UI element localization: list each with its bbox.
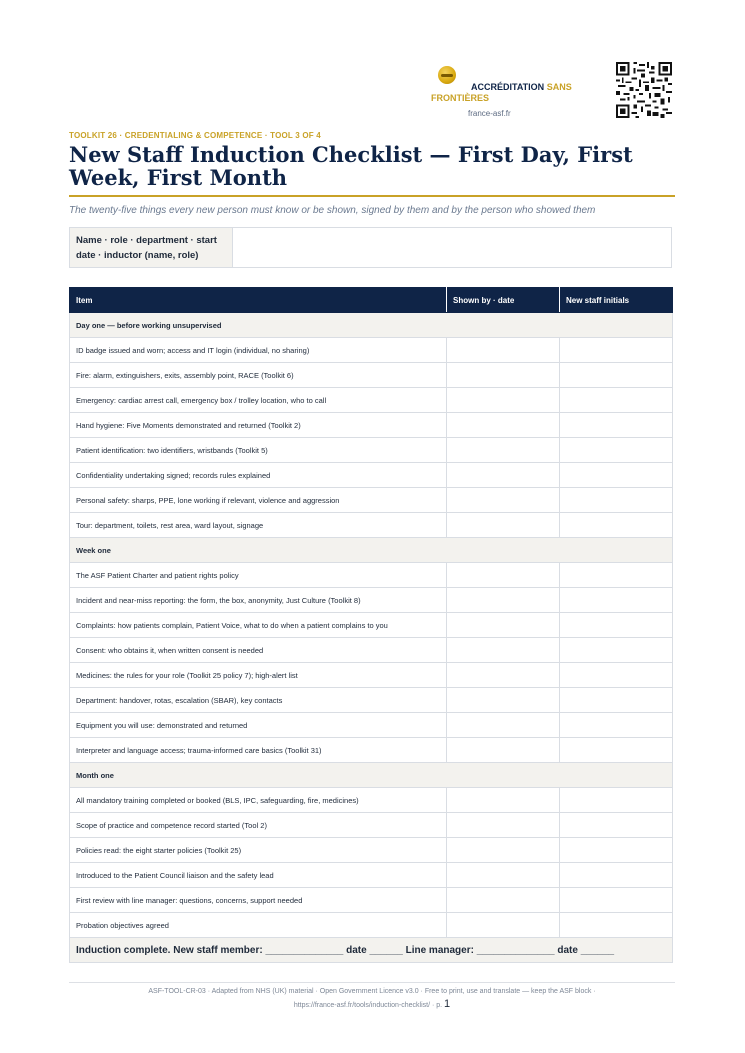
checklist-item: Department: handover, rotas, escalation (SBAR), key contacts [70,688,447,713]
staff-initials-cell[interactable] [560,363,673,388]
section-heading: Month one [70,763,673,788]
shown-by-date-cell[interactable] [447,838,560,863]
shown-by-date-cell[interactable] [447,663,560,688]
induction-checklist-table [69,287,673,963]
section-heading: Week one [70,538,673,563]
checklist-item: Interpreter and language access; trauma-informed care basics (Toolkit 31) [70,738,447,763]
checklist-item: Probation objectives agreed [70,913,447,938]
checklist-row [70,438,673,463]
title-divider [69,195,675,197]
checklist-row [70,463,673,488]
column-header-initials: New staff initials [560,288,673,313]
checklist-row [70,413,673,438]
checklist-row [70,863,673,888]
staff-initials-cell[interactable] [560,713,673,738]
shown-by-date-cell[interactable] [447,688,560,713]
checklist-row [70,388,673,413]
checklist-row [70,363,673,388]
footer-url-line[interactable]: https://france-asf.fr/tools/induction-checklist/ · p. [293,1002,443,1009]
checklist-item: All mandatory training completed or booked (BLS, IPC, safeguarding, fire, medicines) [70,788,447,813]
shown-by-date-cell[interactable] [447,813,560,838]
shown-by-date-cell[interactable] [447,363,560,388]
footer-licence-line: ASF-TOOL-CR-03 · Adapted from NHS (UK) material · Open Government Licence v3.0 · Free to print, use and translate — keep the ASF block · [148,988,596,995]
shown-by-date-cell[interactable] [447,488,560,513]
checklist-item: Incident and near-miss reporting: the form, the box, anonymity, Just Culture (Toolkit 8) [70,588,447,613]
shown-by-date-cell[interactable] [447,588,560,613]
page-title: New Staff Induction Checklist — First Day, First Week, First Month [69,142,633,190]
staff-details-label: Name · role · department · start date · inductor (name, role) [70,228,233,267]
staff-initials-cell[interactable] [560,563,673,588]
staff-initials-cell[interactable] [560,663,673,688]
checklist-item: Scope of practice and competence record started (Tool 2) [70,813,447,838]
checklist-item: Hand hygiene: Five Moments demonstrated and returned (Toolkit 2) [70,413,447,438]
shown-by-date-cell[interactable] [447,463,560,488]
staff-initials-cell[interactable] [560,838,673,863]
checklist-item: Consent: who obtains it, when written consent is needed [70,638,447,663]
checklist-row [70,788,673,813]
section-row [70,313,673,338]
staff-initials-cell[interactable] [560,738,673,763]
checklist-row [70,638,673,663]
staff-initials-cell[interactable] [560,488,673,513]
checklist-row [70,613,673,638]
shown-by-date-cell[interactable] [447,563,560,588]
section-heading: Day one — before working unsupervised [70,313,673,338]
sign-off-text[interactable]: Induction complete. New staff member: ______________ date ______ Line manager: ______________ date ______ [70,938,673,963]
staff-initials-cell[interactable] [560,688,673,713]
shown-by-date-cell[interactable] [447,888,560,913]
staff-initials-cell[interactable] [560,438,673,463]
checklist-item: Fire: alarm, extinguishers, exits, assembly point, RACE (Toolkit 6) [70,363,447,388]
staff-initials-cell[interactable] [560,613,673,638]
checklist-item: Introduced to the Patient Council liaison and the safety lead [70,863,447,888]
checklist-row [70,813,673,838]
shown-by-date-cell[interactable] [447,713,560,738]
shown-by-date-cell[interactable] [447,738,560,763]
checklist-item: ID badge issued and worn; access and IT login (individual, no sharing) [70,338,447,363]
checklist-item: Patient identification: two identifiers, wristbands (Toolkit 5) [70,438,447,463]
staff-initials-cell[interactable] [560,913,673,938]
checklist-item: Policies read: the eight starter policies (Toolkit 25) [70,838,447,863]
checklist-item: Tour: department, toilets, rest area, ward layout, signage [70,513,447,538]
table-header-row [70,288,673,313]
checklist-row [70,738,673,763]
staff-initials-cell[interactable] [560,413,673,438]
checklist-row [70,563,673,588]
qr-code-icon [616,62,672,118]
shown-by-date-cell[interactable] [447,513,560,538]
checklist-item: Complaints: how patients complain, Patient Voice, what to do when a patient complains to you [70,613,447,638]
staff-details-box [69,227,672,268]
page-footer [69,986,675,1012]
shown-by-date-cell[interactable] [447,613,560,638]
sign-off-row [70,938,673,963]
column-header-item: Item [70,288,447,313]
checklist-row [70,688,673,713]
shown-by-date-cell[interactable] [447,788,560,813]
column-header-shown-by: Shown by · date [447,288,560,313]
staff-initials-cell[interactable] [560,463,673,488]
footer-divider [69,982,675,983]
checklist-item: Confidentiality undertaking signed; records rules explained [70,463,447,488]
checklist-item: Equipment you will use: demonstrated and returned [70,713,447,738]
checklist-row [70,663,673,688]
staff-initials-cell[interactable] [560,588,673,613]
checklist-item: Emergency: cardiac arrest call, emergency box / trolley location, who to call [70,388,447,413]
checklist-row [70,513,673,538]
shown-by-date-cell[interactable] [447,913,560,938]
checklist-row [70,588,673,613]
section-row [70,538,673,563]
staff-initials-cell[interactable] [560,813,673,838]
checklist-item: Medicines: the rules for your role (Toolkit 25 policy 7); high-alert list [70,663,447,688]
shown-by-date-cell[interactable] [447,413,560,438]
checklist-item: The ASF Patient Charter and patient rights policy [70,563,447,588]
brand-url[interactable]: france-asf.fr [468,109,511,118]
checklist-row [70,838,673,863]
shown-by-date-cell[interactable] [447,338,560,363]
staff-initials-cell[interactable] [560,788,673,813]
brand-name: ACCRÉDITATION SANS FRONTIÈRES [431,82,572,103]
staff-initials-cell[interactable] [560,513,673,538]
checklist-row [70,913,673,938]
staff-initials-cell[interactable] [560,338,673,363]
staff-initials-cell[interactable] [560,863,673,888]
shown-by-date-cell[interactable] [447,863,560,888]
shown-by-date-cell[interactable] [447,638,560,663]
checklist-row [70,488,673,513]
page-number: 1 [444,998,451,1010]
checklist-item: Personal safety: sharps, PPE, lone working if relevant, violence and aggression [70,488,447,513]
page-subtitle: The twenty-five things every new person must know or be shown, signed by them and by the person who showed them [69,205,596,216]
staff-initials-cell[interactable] [560,638,673,663]
checklist-item: First review with line manager: questions, concerns, support needed [70,888,447,913]
checklist-row [70,713,673,738]
section-row [70,763,673,788]
checklist-row [70,888,673,913]
toolkit-kicker: TOOLKIT 26 · CREDENTIALING & COMPETENCE · TOOL 3 OF 4 [69,131,321,140]
shown-by-date-cell[interactable] [447,438,560,463]
staff-details-field[interactable] [233,228,671,267]
staff-initials-cell[interactable] [560,388,673,413]
shown-by-date-cell[interactable] [447,388,560,413]
staff-initials-cell[interactable] [560,888,673,913]
checklist-row [70,338,673,363]
